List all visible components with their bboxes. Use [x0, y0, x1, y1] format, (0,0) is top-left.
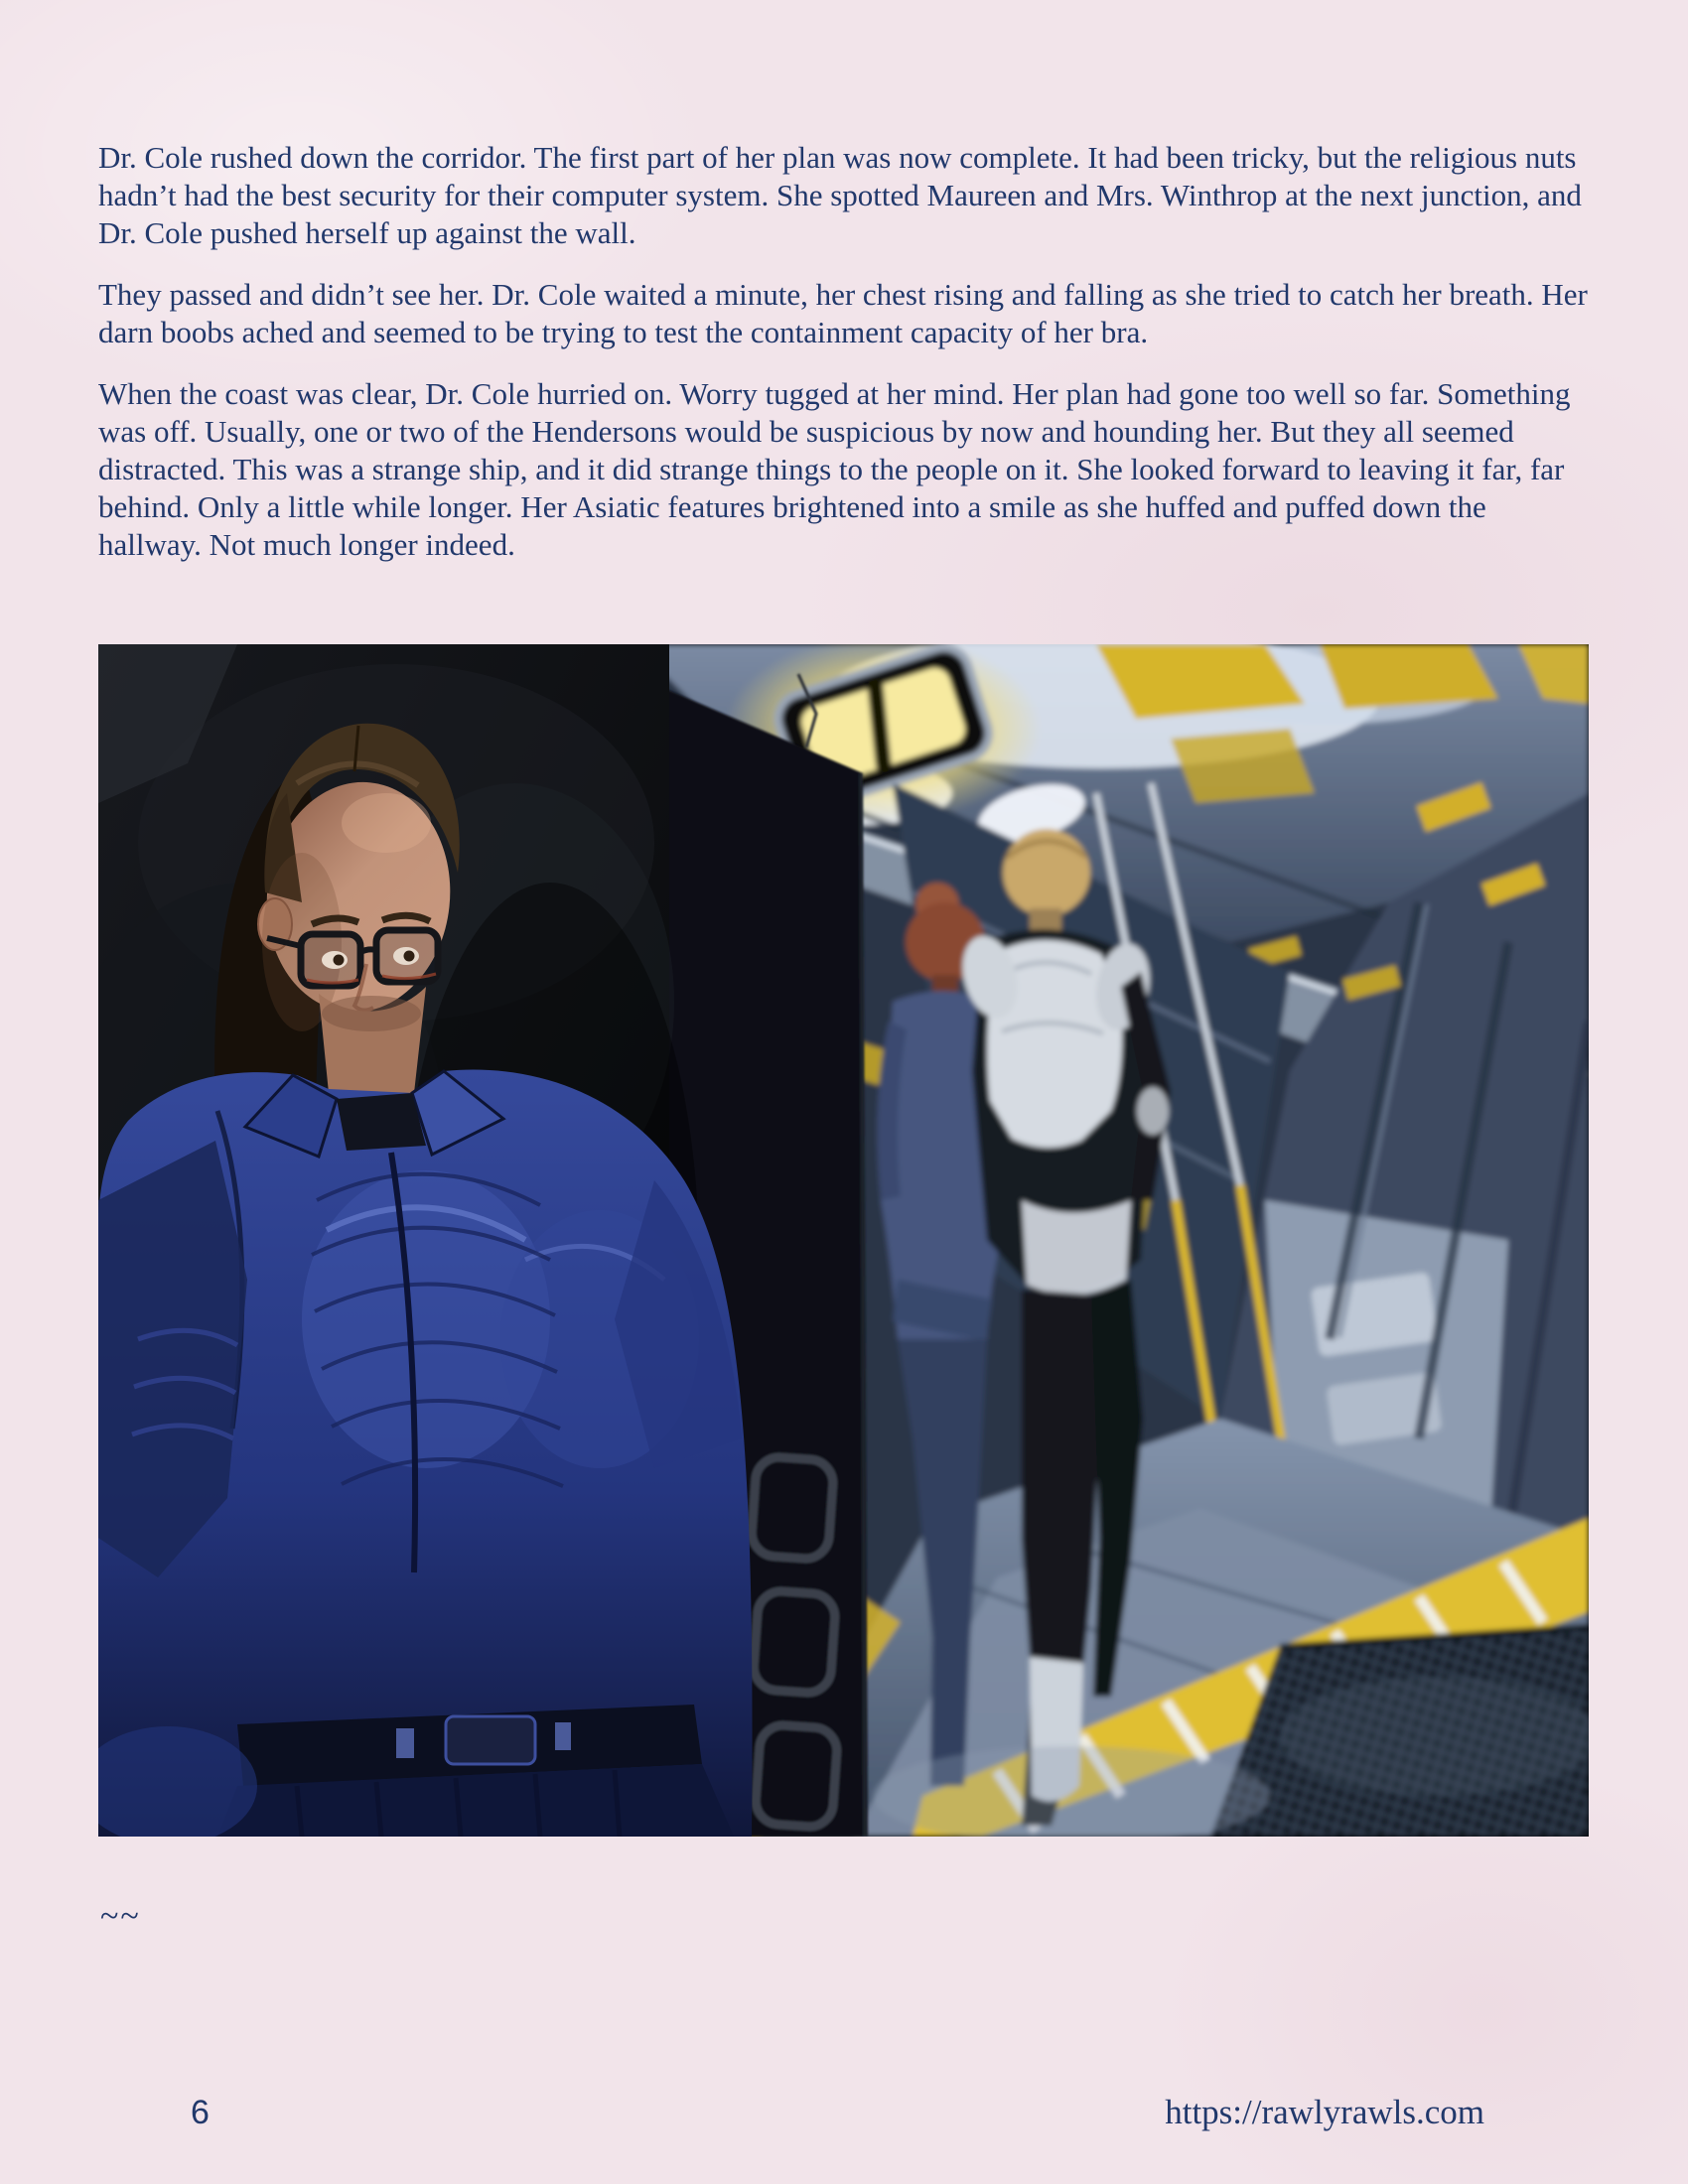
scene-separator: ~~ — [100, 1898, 141, 1935]
story-illustration — [98, 644, 1589, 1837]
paragraph-1: Dr. Cole rushed down the corridor. The first part of her plan was now complete. It had been tricky, but the religious nuts hadn’t had the best security for their computer system. She spotted Maureen and Mrs. Winthrop at the next junction, and Dr. Cole pushed herself up against the wall. — [98, 140, 1582, 250]
foreground — [98, 644, 753, 1837]
paragraph-3: When the coast was clear, Dr. Cole hurried on. Worry tugged at her mind. Her plan had gone too well so far. Something was off. Usually, one or two of the Hendersons would be suspicious by now and hounding her. But they all seemed distracted. This was a strange ship, and it did strange things to the people on it. She looked forward to leaving it far, far behind. Only a little while longer. Her Asiatic features brightened into a smile as she huffed and puffed down the hallway. Not much longer indeed. — [98, 376, 1571, 562]
paragraph-2: They passed and didn’t see her. Dr. Cole waited a minute, her chest rising and falling as she tried to catch her breath. Her darn boobs ached and seemed to be trying to test the containment capacity of her bra. — [98, 277, 1588, 349]
site-url-link[interactable]: https://rawlyrawls.com — [1165, 2093, 1484, 2131]
page-footer — [0, 2093, 1688, 2132]
page-number: 6 — [191, 2094, 210, 2131]
